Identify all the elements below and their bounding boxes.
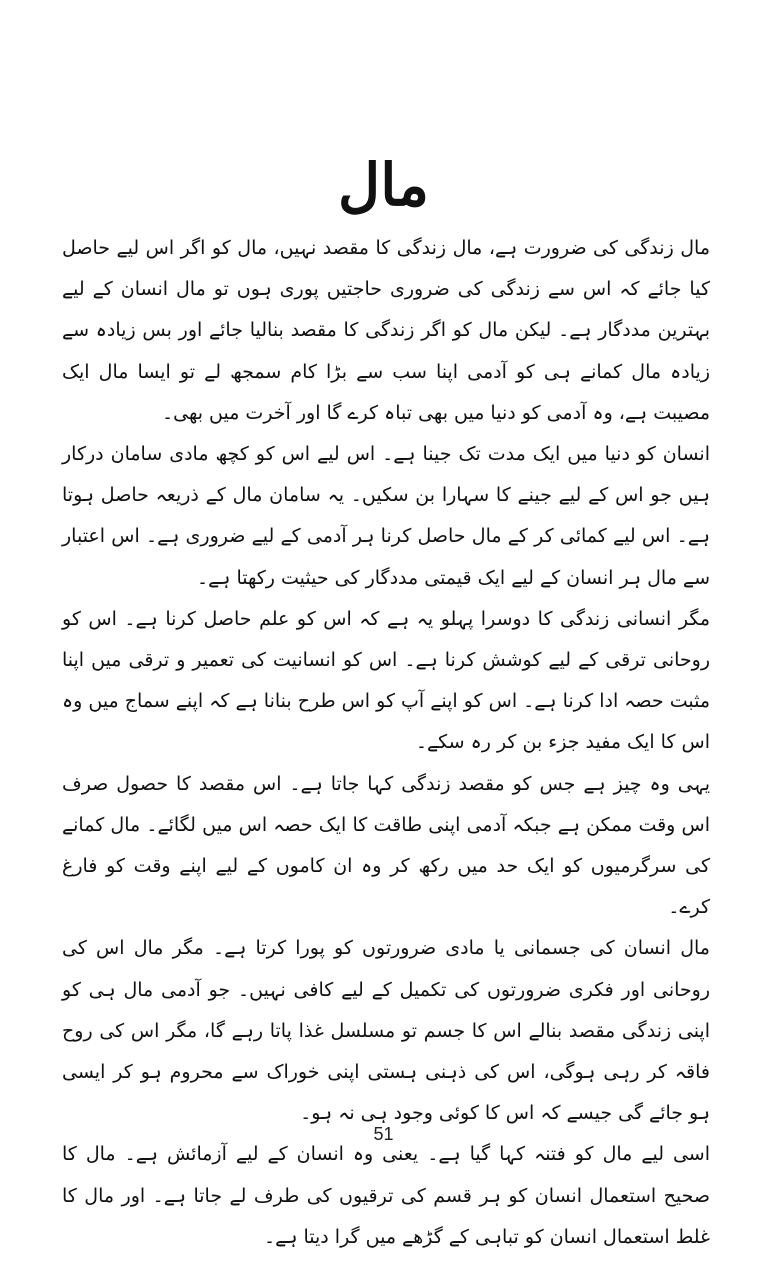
paragraph-3: مگر انسانی زندگی کا دوسرا پہلو یہ ہے کہ اس کو علم حاصل کرنا ہے۔ اس کو روحانی ترقی کے لیے کوشش کرنا ہے۔ اس کو انسانیت کی تعمیر و ترقی میں اپنا مثبت حصہ ادا کرنا ہے۔ اس کو اپنے آپ کو اس طرح بنانا ہے کہ اپنے سماج میں وہ اس کا ایک مفید جزء بن کر رہ سکے۔: [62, 607, 710, 754]
paragraph-6: اسی لیے مال کو فتنہ کہا گیا ہے۔ یعنی وہ انسان کے لیے آزمائش ہے۔ مال کا صحیح استعمال انسان کو ہر قسم کی ترقیوں کی طرف لے جاتا ہے۔ اور مال کا غلط استعمال انسان کو تباہی کے گڑھے میں گرا دیتا ہے۔: [62, 1143, 710, 1248]
page-number: 51: [373, 1124, 394, 1144]
paragraph-4: یہی وہ چیز ہے جس کو مقصد زندگی کہا جاتا ہے۔ اس مقصد کا حصول صرف اس وقت ممکن ہے جبکہ آدمی اپنی طاقت کا ایک حصہ اس میں لگائے۔ مال کمانے کی سرگرمیوں کو ایک حد میں رکھ کر وہ ان کاموں کے لیے اپنے وقت کو فارغ کرے۔: [62, 772, 710, 919]
body-text: [62, 228, 710, 1258]
page-title: مال: [338, 151, 429, 219]
paragraph-1: مال زندگی کی ضرورت ہے، مال زندگی کا مقصد نہیں، مال کو اگر اس لیے حاصل کیا جائے کہ اس سے زندگی کی ضروری حاجتیں پوری ہوں تو مال انسان کے لیے بہترین مددگار ہے۔ لیکن مال کو اگر زندگی کا مقصد بنالیا جائے اور بس زیادہ سے زیادہ مال کمانے ہی کو آدمی اپنا سب سے بڑا کام سمجھ لے تو ایسا مال ایک مصیبت ہے، وہ آدمی کو دنیا میں بھی تباہ کرے گا اور آخرت میں بھی۔: [62, 237, 710, 424]
paragraph-2: انسان کو دنیا میں ایک مدت تک جینا ہے۔ اس لیے اس کو کچھ مادی سامان درکار ہیں جو اس کے لیے جینے کا سہارا بن سکیں۔ یہ سامان مال کے ذریعہ حاصل ہوتا ہے۔ اس لیے کمائی کر کے مال حاصل کرنا ہر آدمی کے لیے ضروری ہے۔ اس اعتبار سے مال ہر انسان کے لیے ایک قیمتی مددگار کی حیثیت رکھتا ہے۔: [62, 443, 710, 589]
paragraph-5: مال انسان کی جسمانی یا مادی ضرورتوں کو پورا کرتا ہے۔ مگر مال اس کی روحانی اور فکری ضرورتوں کی تکمیل کے لیے کافی نہیں۔ جو آدمی مال ہی کو اپنی زندگی مقصد بنالے اس کا جسم تو مسلسل غذا پاتا رہے گا، مگر اس کی روح فاقہ کر رہی ہوگی، اس کی ذہنی ہستی اپنی خوراک سے محروم ہو کر ایسی ہو جائے گی جیسے کہ اس کا کوئی وجود ہی نہ ہو۔: [62, 937, 710, 1125]
